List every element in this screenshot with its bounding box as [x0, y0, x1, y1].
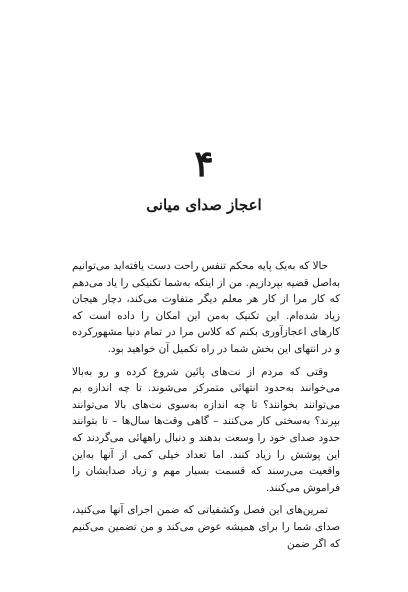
chapter-body [72, 258, 340, 558]
paragraph: تمرین‌های این فصل وکشفیاتی که ضمن اجرای آنها می‌کنید، صدای شما را برای همیشه عوض می‌کند و من تضمین می‌کنیم که اگر ضمن [72, 504, 340, 550]
paragraph: وقتی که مردم از نت‌های پائین شروع کرده و رو به‌بالا می‌خوانند به‌حدود انتهائی متمرکز می‌شوند. تا چه اندازه بم می‌توانند بخوانند؟ تا چه اندازه به‌سوی نت‌های بالا می‌توانند بپرند؟ به‌سختی کار می‌کنند – گاهی وقت‌ها سال‌ها – تا بتوانند حدود صدای خود را وسعت بدهند و دنبال راههائی می‌گردند که این پوشش را زیاد کنند. اما تعداد خیلی کمی از آنها به‌این واقعیت می‌رسند که قسمت بسیار مهم و زیاد صدایشان را فراموش می‌کنند. [72, 365, 340, 494]
paragraph: حالا که به‌یک پایه محکم تنفس راحت دست یافته‌اید می‌توانیم به‌اصل قضیه بپردازیم. من از اینکه به‌شما تکنیکی را یاد می‌دهم که کار مرا از کار هر معلم دیگر متفاوت می‌کند، دچار هیجان زیاد شده‌ام. این تکنیک به‌من این امکان را داده است که کارهای اعجازآوری بکنم که کلاس مرا در تمام دنیا مشهورکرده و در انتهای این بخش شما در راه تکمیل آن خواهید بود. [72, 260, 340, 355]
chapter-title: اعجاز صدای میانی [146, 196, 262, 214]
chapter-number: ۴ [194, 143, 214, 185]
